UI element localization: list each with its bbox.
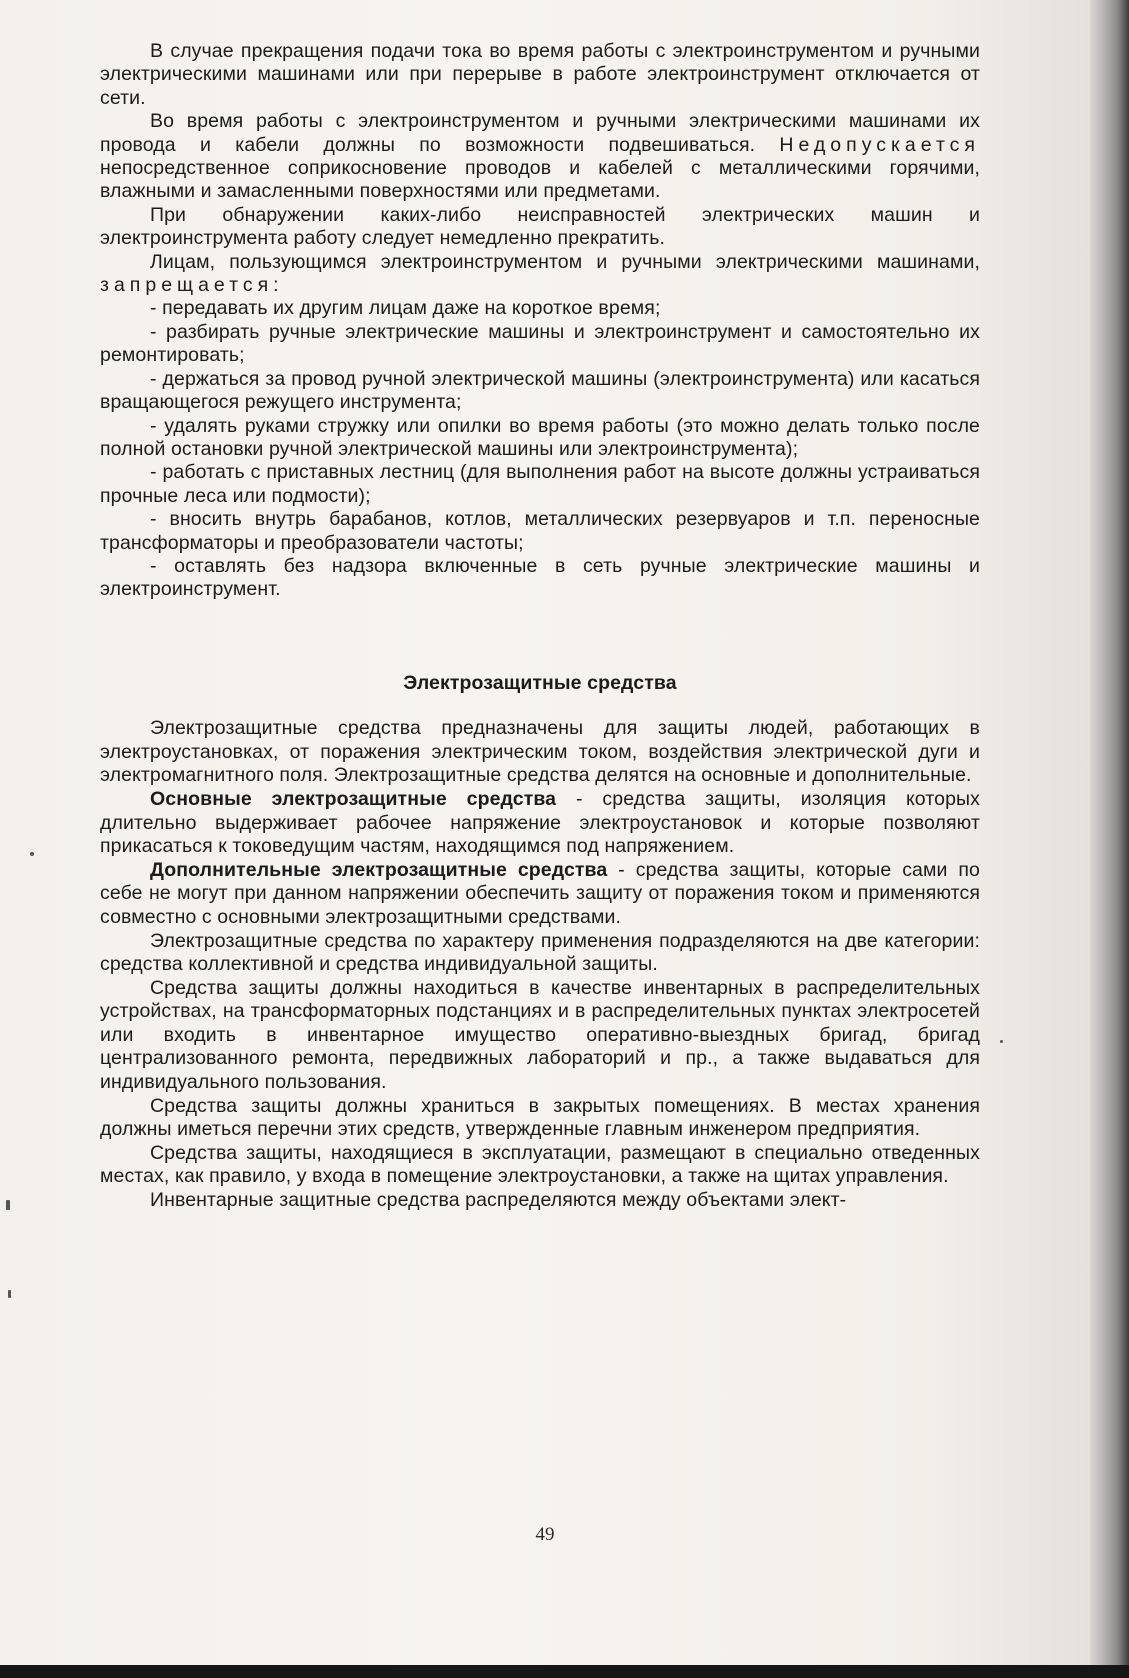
paragraph (100, 110, 980, 204)
section-heading: Электрозащитные средства (403, 671, 677, 694)
scan-speck (8, 1290, 11, 1298)
paragraph-text: - средства защиты, которые сами по себе не могут при данном напряжении обеспечить защиту от поражения током и применяются совместно с основными электрозащитными средствами. (100, 858, 980, 928)
list-item: - передавать их другим лицам даже на короткое время; (150, 297, 661, 320)
paragraph-text: Средства защиты, находящиеся в эксплуатации, размещают в специально отведенных местах, как правило, у входа в помещение электроустановки, а также на щитах управления. (100, 1141, 980, 1188)
paragraph-text: Во время работы с электроинструментом и ручными электрическими машинами их провода и кабели должны по возможности подвешиваться. (100, 110, 980, 156)
paragraph-text: Лицам, пользующимся электроинструментом и ручными электрическими машинами, (150, 250, 980, 273)
page-edge (1090, 0, 1129, 1678)
paragraph (100, 251, 980, 298)
section-power-tools (100, 40, 980, 602)
paragraph (100, 717, 980, 788)
emphasis-spaced: Недопускается (779, 133, 980, 156)
paragraph-text: - средства защиты, изоляция которых длительно выдерживает рабочее напряжение электроустановок и которые позволяют прикасаться к токоведущим частям, находящимся под напряжением. (100, 787, 980, 858)
list-item: - работать с приставных лестниц (для выполнения работ на высоте должны устраиваться прочные леса или подмости); (100, 461, 980, 507)
paragraph-text: В случае прекращения подачи тока во время работы с электроинструментом и ручными электрическими машинами или при перерыве в работе электроинструмент отключается от сети. (100, 40, 980, 109)
list-item: - разбирать ручные электрические машины и электроинструмент и самостоятельно их ремонтировать; (100, 320, 980, 367)
paragraph-text: Инвентарные защитные средства распределяются между объектами элект- (150, 1189, 847, 1212)
paragraph-text: Средства защиты должны храниться в закрытых помещениях. В местах хранения должны иметься перечни этих средств, утвержденные главным инженером предприятия. (100, 1094, 980, 1141)
paragraph (100, 204, 980, 251)
paragraph-text: : (273, 274, 279, 297)
section-protective-means (100, 717, 980, 1212)
paragraph-text: непосредственное соприкосновение проводов и кабелей с металлическими горячими, влажными и замасленными поверхностями или предметами. (100, 157, 980, 203)
paragraph (100, 788, 980, 859)
list-item: - оставлять без надзора включенные в сеть ручные электрические машины и электроинструмент. (100, 554, 980, 601)
term-bold: Основные электрозащитные средства (150, 787, 557, 810)
page-number: 49 (535, 1524, 555, 1545)
scan-speck (30, 852, 34, 856)
paragraph-text: Электрозащитные средства по характеру применения подразделяются на две категории: средства коллективной и средства индивидуальной защиты. (100, 929, 980, 976)
term-bold: Дополнительные электрозащитные средства (150, 858, 608, 881)
paragraph-text: Средства защиты должны находиться в качестве инвентарных в распределительных устройствах, на трансформаторных подстанциях и в распределительных пунктах электросетей или входить в инвентарное имущество оперативно-выездных бригад, бригад централизованного ремонта, передвижных лабораторий и пр., а также выдаваться для индивидуального пользования. (100, 976, 980, 1094)
body-text (100, 40, 980, 1213)
paragraph-text: При обнаружении каких-либо неисправностей электрических машин и электроинструмента работу следует немедленно прекратить. (100, 203, 980, 250)
paragraph (100, 1095, 980, 1142)
page-bottom-edge (0, 1665, 1129, 1678)
paragraph (100, 1142, 980, 1189)
paragraph (100, 859, 980, 930)
scan-speck (6, 1200, 10, 1210)
paragraph (100, 930, 980, 977)
paragraph (100, 1189, 980, 1213)
scan-speck (1000, 1040, 1003, 1043)
paragraph-text: Электрозащитные средства предназначены для защиты людей, работающих в электроустановках, от поражения электрическим током, воздействия электрической дуги и электромагнитного поля. Электрозащитные средства делятся на основные и дополнительные. (100, 717, 980, 787)
paragraph (100, 977, 980, 1095)
list-item: - удалять руками стружку или опилки во время работы (это можно делать только после полной остановки ручной электрической машины или электроинструмента); (100, 414, 980, 460)
emphasis-spaced: запрещается (100, 274, 274, 297)
paragraph (100, 40, 980, 110)
list-item: - вносить внутрь барабанов, котлов, металлических резервуаров и т.п. переносные трансформаторы и преобразователи частоты; (100, 508, 980, 554)
list-item: - держаться за провод ручной электрической машины (электроинструмента) или касаться вращающегося режущего инструмента; (100, 367, 980, 414)
